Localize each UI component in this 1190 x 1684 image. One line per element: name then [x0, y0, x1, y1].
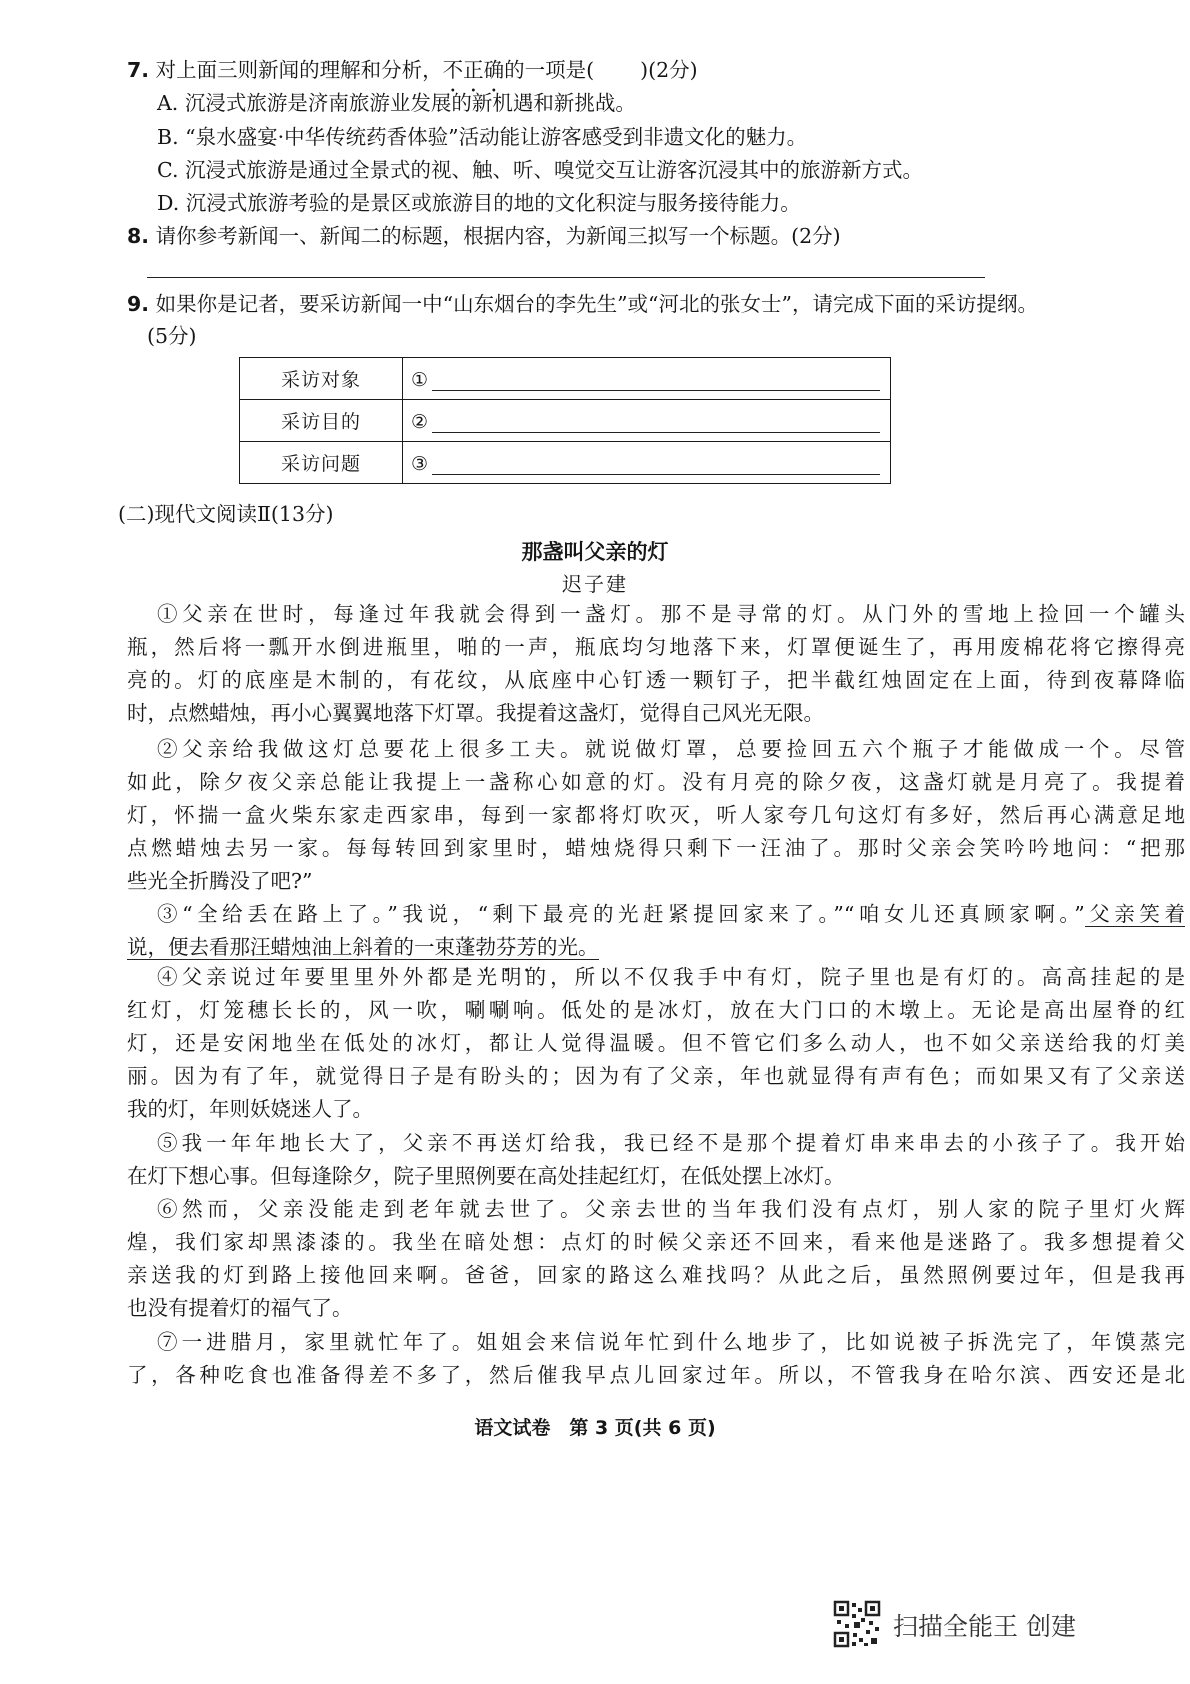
table-row: [240, 442, 891, 484]
paragraph-3-line: [127, 931, 1185, 964]
article-title: 那盏叫父亲的灯: [521, 540, 669, 564]
section-heading: (二)现代文阅读Ⅱ(13分): [118, 502, 334, 526]
qr-code-icon: [833, 1600, 881, 1648]
paragraph-6-line: 亲送我的灯到路上接他回来啊。爸爸，回家的路这么难找吗？从此之后，虽然照例要过年，但是我再: [127, 1263, 1185, 1287]
table-answer-cell[interactable]: ①: [403, 358, 891, 400]
q7-option-d: D. 沉浸式旅游考验的是景区或旅游目的地的文化积淀与服务接待能力。: [157, 191, 801, 215]
emphasis-char: 正: [463, 58, 484, 82]
answer-blank[interactable]: [432, 366, 880, 391]
paragraph-1-line: ①父亲在世时，每逢过年我就会得到一盏灯。那不是寻常的灯。从门外的雪地上捡回一个罐头: [157, 602, 1185, 626]
answer-blank[interactable]: [432, 450, 880, 475]
page-footer: 语文试卷 第 3 页(共 6 页): [474, 1417, 716, 1439]
paragraph-2-line: ②父亲给我做这灯总要花上很多工夫。就说做灯罩，总要捡回五六个瓶子才能做成一个。尽管: [157, 737, 1185, 761]
paragraph-1-line: 亮的。灯的底座是木制的，有花纹，从底座中心钉透一颗钉子，把半截红烛固定在上面，待到夜幕降临: [127, 668, 1185, 692]
interview-outline-table: [239, 357, 891, 484]
paragraph-6-line: 煌，我们家却黑漆漆的。我坐在暗处想：点灯的时候父亲还不回来，看来他是迷路了。我多想提着父: [127, 1230, 1185, 1254]
paragraph-2-line: 些光全折腾没了吧?”: [127, 869, 313, 893]
emphasis-char: 芳: [516, 935, 537, 959]
answer-blank[interactable]: [432, 408, 880, 433]
q9-points: (5分): [147, 324, 197, 348]
paragraph-1-line: 瓶，然后将一瓢开水倒进瓶里，啪的一声，瓶底均匀地落下来，灯罩便诞生了，再用废棉花将它擦得亮: [127, 635, 1185, 659]
emphasis-char: 不: [442, 58, 464, 82]
q9-stem: 9. 如果你是记者，要采访新闻一中“山东烟台的李先生”或“河北的张女士”，请完成下面的采访提纲。: [127, 292, 1039, 316]
paragraph-3-line: ③“全给丢在路上了。”我说，“剩下最亮的光赶紧提回家来了。”“咱女儿还真顾家啊。”父亲笑着: [157, 902, 1186, 926]
table-label: 采访问题: [240, 442, 403, 484]
q7-stem: 7. 对上面三则新闻的理解和分析，不正确的一项是( )(2分): [127, 58, 698, 82]
emphasis-char: 蓬: [455, 935, 476, 959]
q7-option-c: C. 沉浸式旅游是通过全景式的视、触、听、嗅觉交互让游客沉浸其中的旅游新方式。: [157, 158, 923, 182]
paragraph-4-line: 灯，还是安闲地坐在低处的冰灯，都让人觉得温暖。但不管它们多么动人，也不如父亲送给我的灯美: [127, 1031, 1185, 1055]
paragraph-6-line: ⑥然而，父亲没能走到老年就去世了。父亲去世的当年我们没有点灯，别人家的院子里灯火辉: [157, 1197, 1185, 1221]
underlined-sentence: 父亲笑着: [1084, 902, 1186, 926]
paragraph-2-line: 如此，除夕夜父亲总能让我提上一盏称心如意的灯。没有月亮的除夕夜，这盏灯就是月亮了。我提着: [127, 770, 1185, 794]
scanner-watermark: 扫描全能王 创建: [893, 1612, 1076, 1641]
q7-number: 7.: [127, 58, 150, 82]
paragraph-1-line: 时，点燃蜡烛，再小心翼翼地落下灯罩。我提着这盏灯，觉得自己风光无限。: [127, 701, 824, 725]
paragraph-4-line: 丽。因为有了年，就觉得日子是有盼头的；因为有了父亲，年也就显得有声有色；而如果又有了父亲送: [127, 1064, 1185, 1088]
table-answer-cell[interactable]: ②: [403, 400, 891, 442]
q8-number: 8.: [127, 224, 150, 248]
article-author: 迟子建: [562, 572, 628, 596]
paragraph-7-line: 了，各种吃食也准备得差不多了，然后催我早点儿回家过年。所以，不管我身在哈尔滨、西安还是北: [127, 1363, 1185, 1387]
q8-stem: 8. 请你参考新闻一、新闻二的标题，根据内容，为新闻三拟写一个标题。(2分): [127, 224, 841, 248]
paragraph-4-line: 红灯，灯笼穗长长的，风一吹，唰唰响。低处的是冰灯，放在大门口的木墩上。无论是高出屋脊的红: [127, 998, 1185, 1022]
emphasis-char: 芬: [496, 935, 517, 959]
q7-option-a: A. 沉浸式旅游是济南旅游业发展的新机遇和新挑战。: [157, 91, 636, 115]
q7-option-b: B. “泉水盛宴·中华传统药香体验”活动能让游客感受到非遗文化的魅力。: [157, 125, 808, 149]
q9-number: 9.: [127, 292, 150, 316]
emphasis-char: 勃: [475, 935, 496, 959]
table-answer-cell[interactable]: ③: [403, 442, 891, 484]
paragraph-4-line: 我的灯，年则妖娆迷人了。: [127, 1097, 373, 1121]
paragraph-4-line: ④父亲说过年要里里外外都是光明的，所以不仅我手中有灯，院子里也是有灯的。高高挂起的是: [157, 965, 1185, 989]
paragraph-5-line: ⑤我一年年地长大了，父亲不再送灯给我，我已经不是那个提着灯串来串去的小孩子了。我开始: [157, 1131, 1185, 1155]
table-label: 采访对象: [240, 358, 403, 400]
table-row: [240, 358, 891, 400]
paragraph-7-line: ⑦一进腊月，家里就忙年了。姐姐会来信说年忙到什么地步了，比如说被子拆洗完了，年馍蒸完: [157, 1330, 1185, 1354]
paragraph-6-line: 也没有提着灯的福气了。: [127, 1296, 353, 1320]
paragraph-2-line: 点燃蜡烛去另一家。每每转回到家里时，蜡烛烧得只剩下一汪油了。那时父亲会笑吟吟地问：“把那: [127, 836, 1185, 860]
table-row: [240, 400, 891, 442]
table-label: 采访目的: [240, 400, 403, 442]
underlined-sentence: 说，便去看那汪蜡烛油上斜着的一束蓬勃芬芳的光。: [127, 935, 599, 960]
paragraph-5-line: 在灯下想心事。但每逢除夕，院子里照例要在高处挂起红灯，在低处摆上冰灯。: [127, 1164, 845, 1188]
paragraph-2-line: 灯，怀揣一盒火柴东家走西家串，每到一家都将灯吹灭，听人家夸几句这灯有多好，然后再心满意足地: [127, 803, 1185, 827]
emphasis-char: 确: [483, 58, 505, 82]
q8-answer-line[interactable]: [147, 277, 985, 278]
